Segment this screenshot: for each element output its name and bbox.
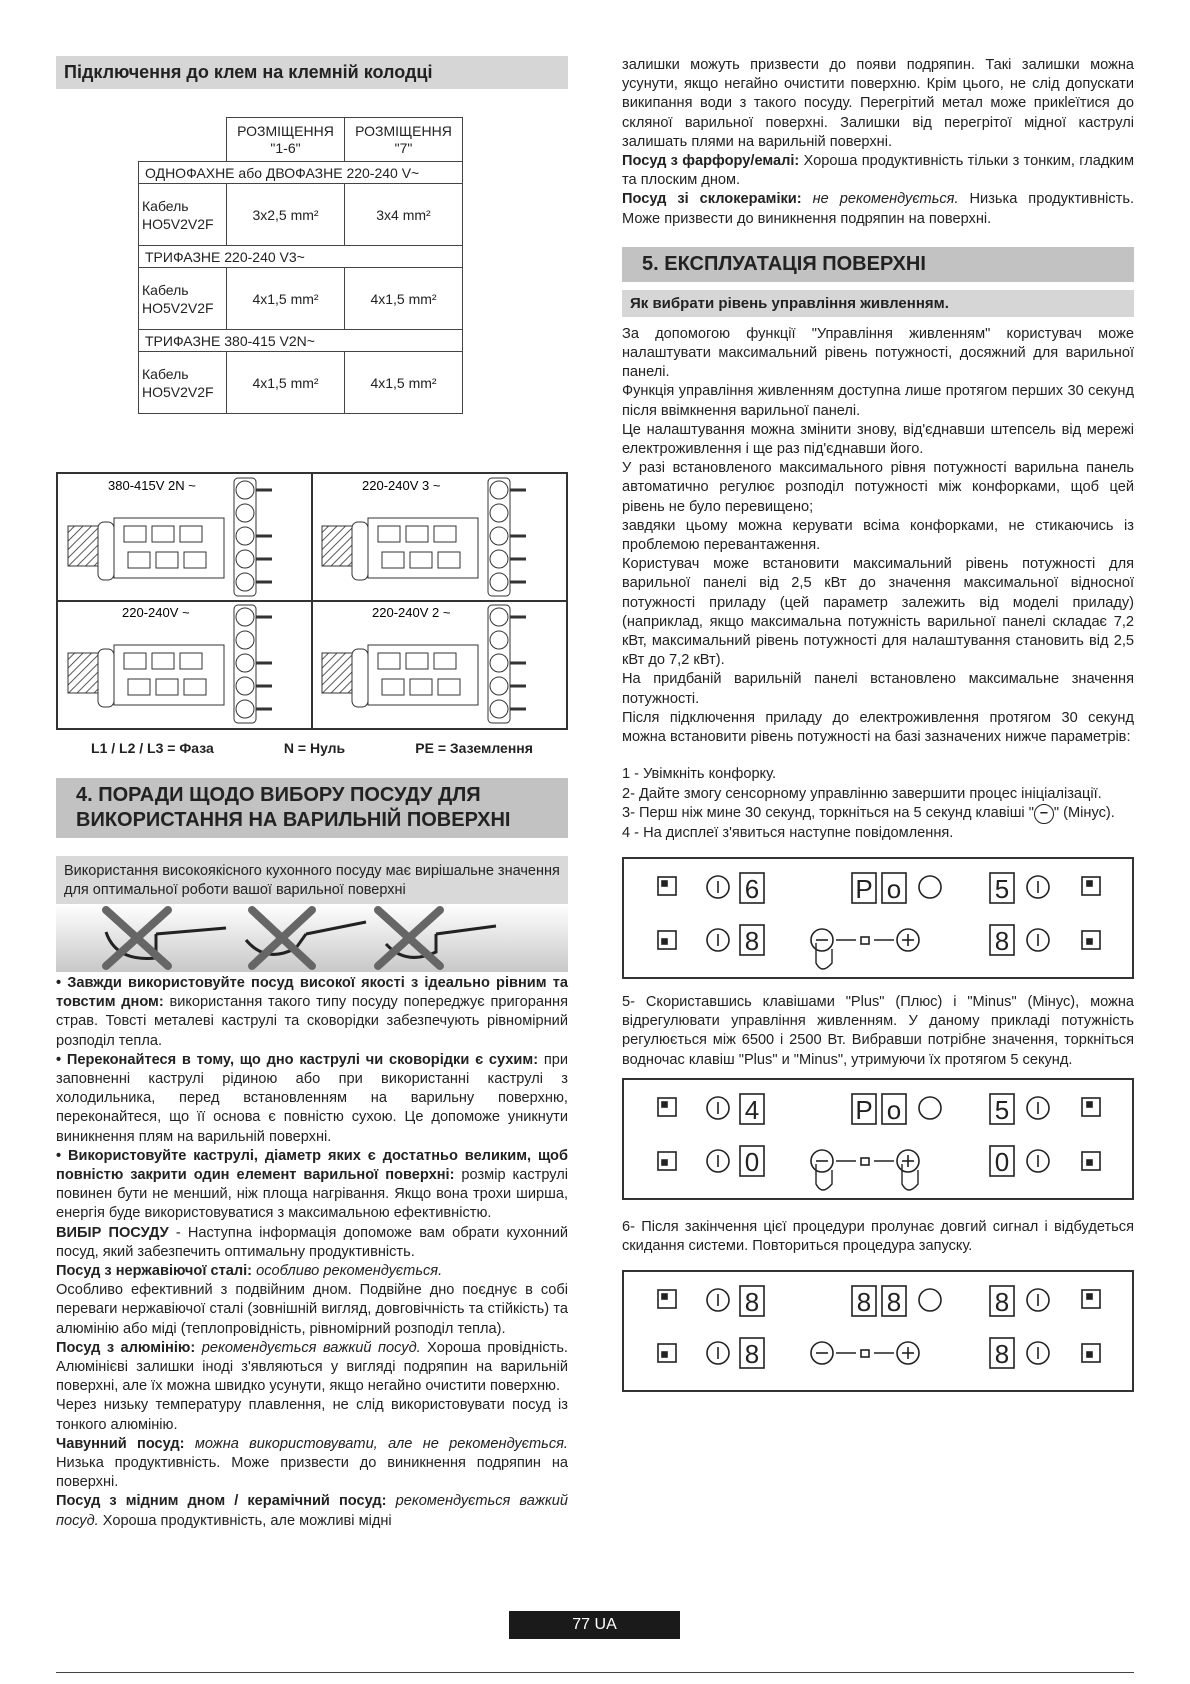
control-panel-graphic [624, 1080, 1132, 1198]
display-top-right: 5 [994, 1094, 1010, 1125]
chapter-4-heading-line1: 4. ПОРАДИ ЩОДО ВИБОРУ ПОСУДУ ДЛЯ [76, 784, 481, 806]
para-6: Користувач може встановити максимальний рівень потужності для варильної панелі від 2,5 кВт до значення максимальної відносної потужності приладу (цей параметр залежить від моделі приладу) (наприклад, якщо максимальна потужність варильної панелі складає 7,2 кВт, максимальний рівень потужності для налаштування становить від 2,5 кВт до 7,2 кВт). [622, 556, 1134, 669]
glass-italic: не рекомендується. [801, 191, 959, 208]
porcelain-bold: Посуд з фарфору/емалі: [622, 153, 800, 170]
glass-bold: Посуд зі склокераміки: [622, 191, 802, 208]
para-5: завдяки цьому можна керувати всіма конфорками, не стикаючись із проблемою перевантаження. [622, 517, 1134, 554]
terminal-block [68, 478, 272, 596]
alu-text: Хороша провідність. Алюмінієві залишки іноді з'являються у вигляді подряпин на варильній поверхні, але їх можна швидко усунути, якщо негайно очистити поверхню. [56, 1339, 568, 1395]
step-2: 2- Дайте змогу сенсорному управлінню завершити процес ініціалізації. [622, 785, 1102, 802]
para-7: На придбаній варильній панелі встановлено максимальне значення потужності. [622, 671, 1134, 707]
alu-italic: рекомендується важкий посуд. [195, 1339, 421, 1356]
cookware-illustration [56, 904, 568, 972]
steel-italic: особливо рекомендується. [252, 1263, 443, 1280]
display-top-left: 8 [744, 1287, 760, 1318]
tip-3-text: розмір каструлі повинен бути не менший, ніж площа нагрівання. Якщо вона трохи ширша, енергія буде використовуватися з максимальною ефективністю. [56, 1167, 569, 1222]
crossed-pans-icon [56, 904, 568, 972]
display-bottom-right: 8 [994, 1339, 1010, 1370]
display-center-2: 8 [886, 1287, 902, 1318]
para-2: Функція управління живленням доступна лише протягом перших 30 секунд після ввімкнення варильної панелі. [622, 383, 1134, 419]
para-8: Після підключення приладу до електроживлення протягом 30 секунд можна встановити рівень потужності на базі зазначених нижче параметрів: [622, 709, 1134, 746]
tip-2-bold: • Переконайтеся в тому, що дно каструлі чи сковорідки є сухим: [56, 1051, 539, 1068]
wiring-legend [56, 740, 568, 756]
control-panel-graphic [624, 859, 1132, 977]
display-bottom-right: 0 [994, 1146, 1010, 1177]
cable-value: 4x1,5 mm² [227, 268, 345, 330]
display-top-right: 8 [994, 1287, 1010, 1318]
steel-text: Особливо ефективний з подвійним дном. Подвійне дно поєднує в собі переваги нержавіючої сталі (зовнішній вигляд, довговічність та стійкість) та алюмінію або міді (теплопровідність, рівномірний розподіл тепла). [56, 1282, 568, 1337]
tip-1-text: використання такого типу посуду попереджує пригорання страв. Товсті металеві каструлі та сковорідки забезпечують рівномірний розподіл тепла. [56, 994, 568, 1049]
diagram-label-2: 220-240V 3 ~ [362, 478, 441, 493]
bottom-rule [56, 1672, 1134, 1673]
cast-italic: можна використовувати, але не рекомендується. [184, 1435, 568, 1452]
display-bottom-left: 8 [744, 925, 760, 956]
cable-label: Кабель HO5V2V2F [139, 184, 227, 246]
display-center-1: P [855, 1094, 873, 1125]
page-number: 77 UA [509, 1611, 680, 1639]
copper-continuation: залишки можуть призвести до появи подряпин. Такі залишки можна усунути, якщо негайно очистити поверхню. Крім цього, не слід допускати википання води з такого посуду. Перегрітий метал може прикleїтися до скляної варильної поверхні. Залишки від перегрітої мідної каструлі залишать плями на варильній поверхні. [622, 57, 1134, 150]
display-bottom-left: 0 [744, 1146, 760, 1177]
phase-header: ТРИФАЗНЕ 380-415 V2N~ [139, 330, 463, 352]
alu-bold: Посуд з алюмінію: [56, 1339, 196, 1356]
legend-neutral: N = Нуль [283, 740, 346, 756]
para-3: Це налаштування можна змінити знову, від'єднавши штепсель від мережі електроживлення і ще раз під'єднавши його. [622, 421, 1134, 458]
col-header-1-6: РОЗМІЩЕННЯ "1-6" [227, 118, 345, 162]
display-top-left: 6 [744, 873, 760, 904]
step-4: 4 - На дисплеї з'явиться наступне повідомлення. [622, 824, 954, 841]
phase-header: ТРИФАЗНЕ 220-240 V3~ [139, 246, 463, 268]
step-3-text-a: 3- Перш ніж мине 30 секунд, торкніться на 5 секунд клавіші " [622, 804, 1034, 821]
porcelain-text: Хороша продуктивність тільки з тонким, гладким та плоским дном. [622, 153, 1134, 189]
diagram-label-1: 380-415V 2N ~ [108, 478, 196, 493]
display-center-1: P [855, 873, 873, 904]
cable-value: 3x4 mm² [345, 184, 463, 246]
copper-italic: рекомендується важкий посуд. [56, 1493, 568, 1529]
alu-text-2: Через низьку температуру плавлення, не слід використовувати посуд із тонкого алюмінію. [56, 1397, 568, 1433]
copper-bold: Посуд з мідним дном / керамічний посуд: [56, 1493, 387, 1510]
legend-phase: L1 / L2 / L3 = Фаза [91, 740, 214, 756]
control-panel-display-3 [622, 1270, 1134, 1392]
steel-bold: Посуд з нержавіючої сталі: [56, 1263, 253, 1280]
tip-1-bold: • Завжди використовуйте посуд високої якості з ідеально рівним та товстим дном: [56, 975, 568, 1011]
wiring-diagram [56, 472, 568, 730]
control-panel-display-2 [622, 1078, 1134, 1200]
phase-header: ОДНОФАХНЕ або ДВОФАЗНЕ 220-240 V~ [139, 162, 463, 184]
display-center-2: o [886, 873, 902, 904]
control-panel-graphic [624, 1272, 1132, 1390]
cast-text: Низька продуктивність. Може призвести до виникнення подряпин на поверхні. [56, 1455, 568, 1491]
display-center-2: o [886, 1094, 902, 1125]
diagram-label-3: 220-240V ~ [122, 605, 190, 620]
left-column [56, 56, 568, 1531]
cable-table [138, 117, 463, 414]
step-3-text-b: " (Мінус). [1053, 804, 1115, 821]
choice-bold: ВИБІР ПОСУДУ [56, 1224, 169, 1241]
para-4: У разі встановленого максимального рівня потужності варильна панель автоматично регулює розподіл потужності між конфорками, щоб цей рівень не було перевищено; [622, 460, 1134, 515]
step-1: 1 - Увімкніть конфорку. [622, 766, 776, 783]
terminal-section-title: Підключення до клем на клемній колодці [56, 56, 568, 89]
step-5: 5- Скориставшись клавішами "Plus" (Плюс) і "Minus" (Мінус), можна відрегулювати управління живленням. У даному прикладі потужність регулюється між 6500 і 2500 Вт. Вибравши потрібне значення, торкніться водночас клавіш "Plus" и "Minus", утримуючи їх протягом 5 секунд. [622, 993, 1134, 1068]
display-bottom-left: 8 [744, 1339, 760, 1370]
copper-text: Хороша продуктивність, але можливі мідні [98, 1512, 392, 1529]
diagram-label-4: 220-240V 2 ~ [372, 605, 451, 620]
step-6: 6- Після закінчення цієї процедури пролунає довгий сигнал і відбудеться скидання системи. Повториться процедура запуску. [622, 1218, 1134, 1254]
cookware-intro: Використання високоякісного кухонного посуду має вирішальне значення для оптимальної роботи вашої варильної поверхні [56, 856, 568, 904]
display-top-right: 5 [994, 873, 1010, 904]
tip-2-text: при заповненні каструлі рідиною або при використанні каструлі з холодильника, перед встановленням на варильну поверхню, переконайтеся, що її основа є повністю сухою. Це допоможе уникнути виникнення плям на варильній поверхні. [56, 1051, 568, 1145]
glass-text: Низька продуктивність. Може призвести до виникнення подряпин на поверхні. [622, 191, 1135, 227]
power-management-subheading: Як вибрати рівень управління живленням. [622, 290, 1134, 317]
para-1: За допомогою функції "Управління живленням" користувач може налаштувати максимальний рівень потужності, досяжний для варильної панелі. [622, 325, 1134, 381]
display-center-1: 8 [856, 1287, 872, 1318]
cable-label: Кабель HO5V2V2F [139, 352, 227, 414]
display-top-left: 4 [744, 1094, 760, 1125]
control-panel-display-1 [622, 857, 1134, 979]
choice-text: - Наступна інформація допоможе вам обрати кухонний посуд, який забезпечить оптимальну продуктивність. [56, 1224, 569, 1260]
minus-circle-icon: – [1034, 804, 1054, 824]
chapter-4-heading-line2: ВИКОРИСТАННЯ НА ВАРИЛЬНІЙ ПОВЕРХНІ [76, 809, 511, 831]
cable-value: 3x2,5 mm² [227, 184, 345, 246]
cast-bold: Чавунний посуд: [56, 1435, 185, 1452]
step-3 [622, 804, 1134, 824]
legend-earth: PE = Заземлення [415, 740, 533, 756]
chapter-4-heading [56, 778, 568, 838]
display-bottom-right: 8 [994, 925, 1010, 956]
col-header-7: РОЗМІЩЕННЯ "7" [345, 118, 463, 162]
tip-3-bold: • Використовуйте каструлі, діаметр яких є достатньо великим, щоб повністю закрити один елемент варильної поверхні: [56, 1147, 568, 1184]
cable-value: 4x1,5 mm² [227, 352, 345, 414]
wiring-diagram-graphic [58, 474, 566, 728]
right-column [622, 56, 1134, 1392]
cable-value: 4x1,5 mm² [345, 352, 463, 414]
cable-value: 4x1,5 mm² [345, 268, 463, 330]
cable-label: Кабель HO5V2V2F [139, 268, 227, 330]
chapter-5-heading: 5. ЕКСПЛУАТАЦІЯ ПОВЕРХНІ [622, 247, 1134, 282]
